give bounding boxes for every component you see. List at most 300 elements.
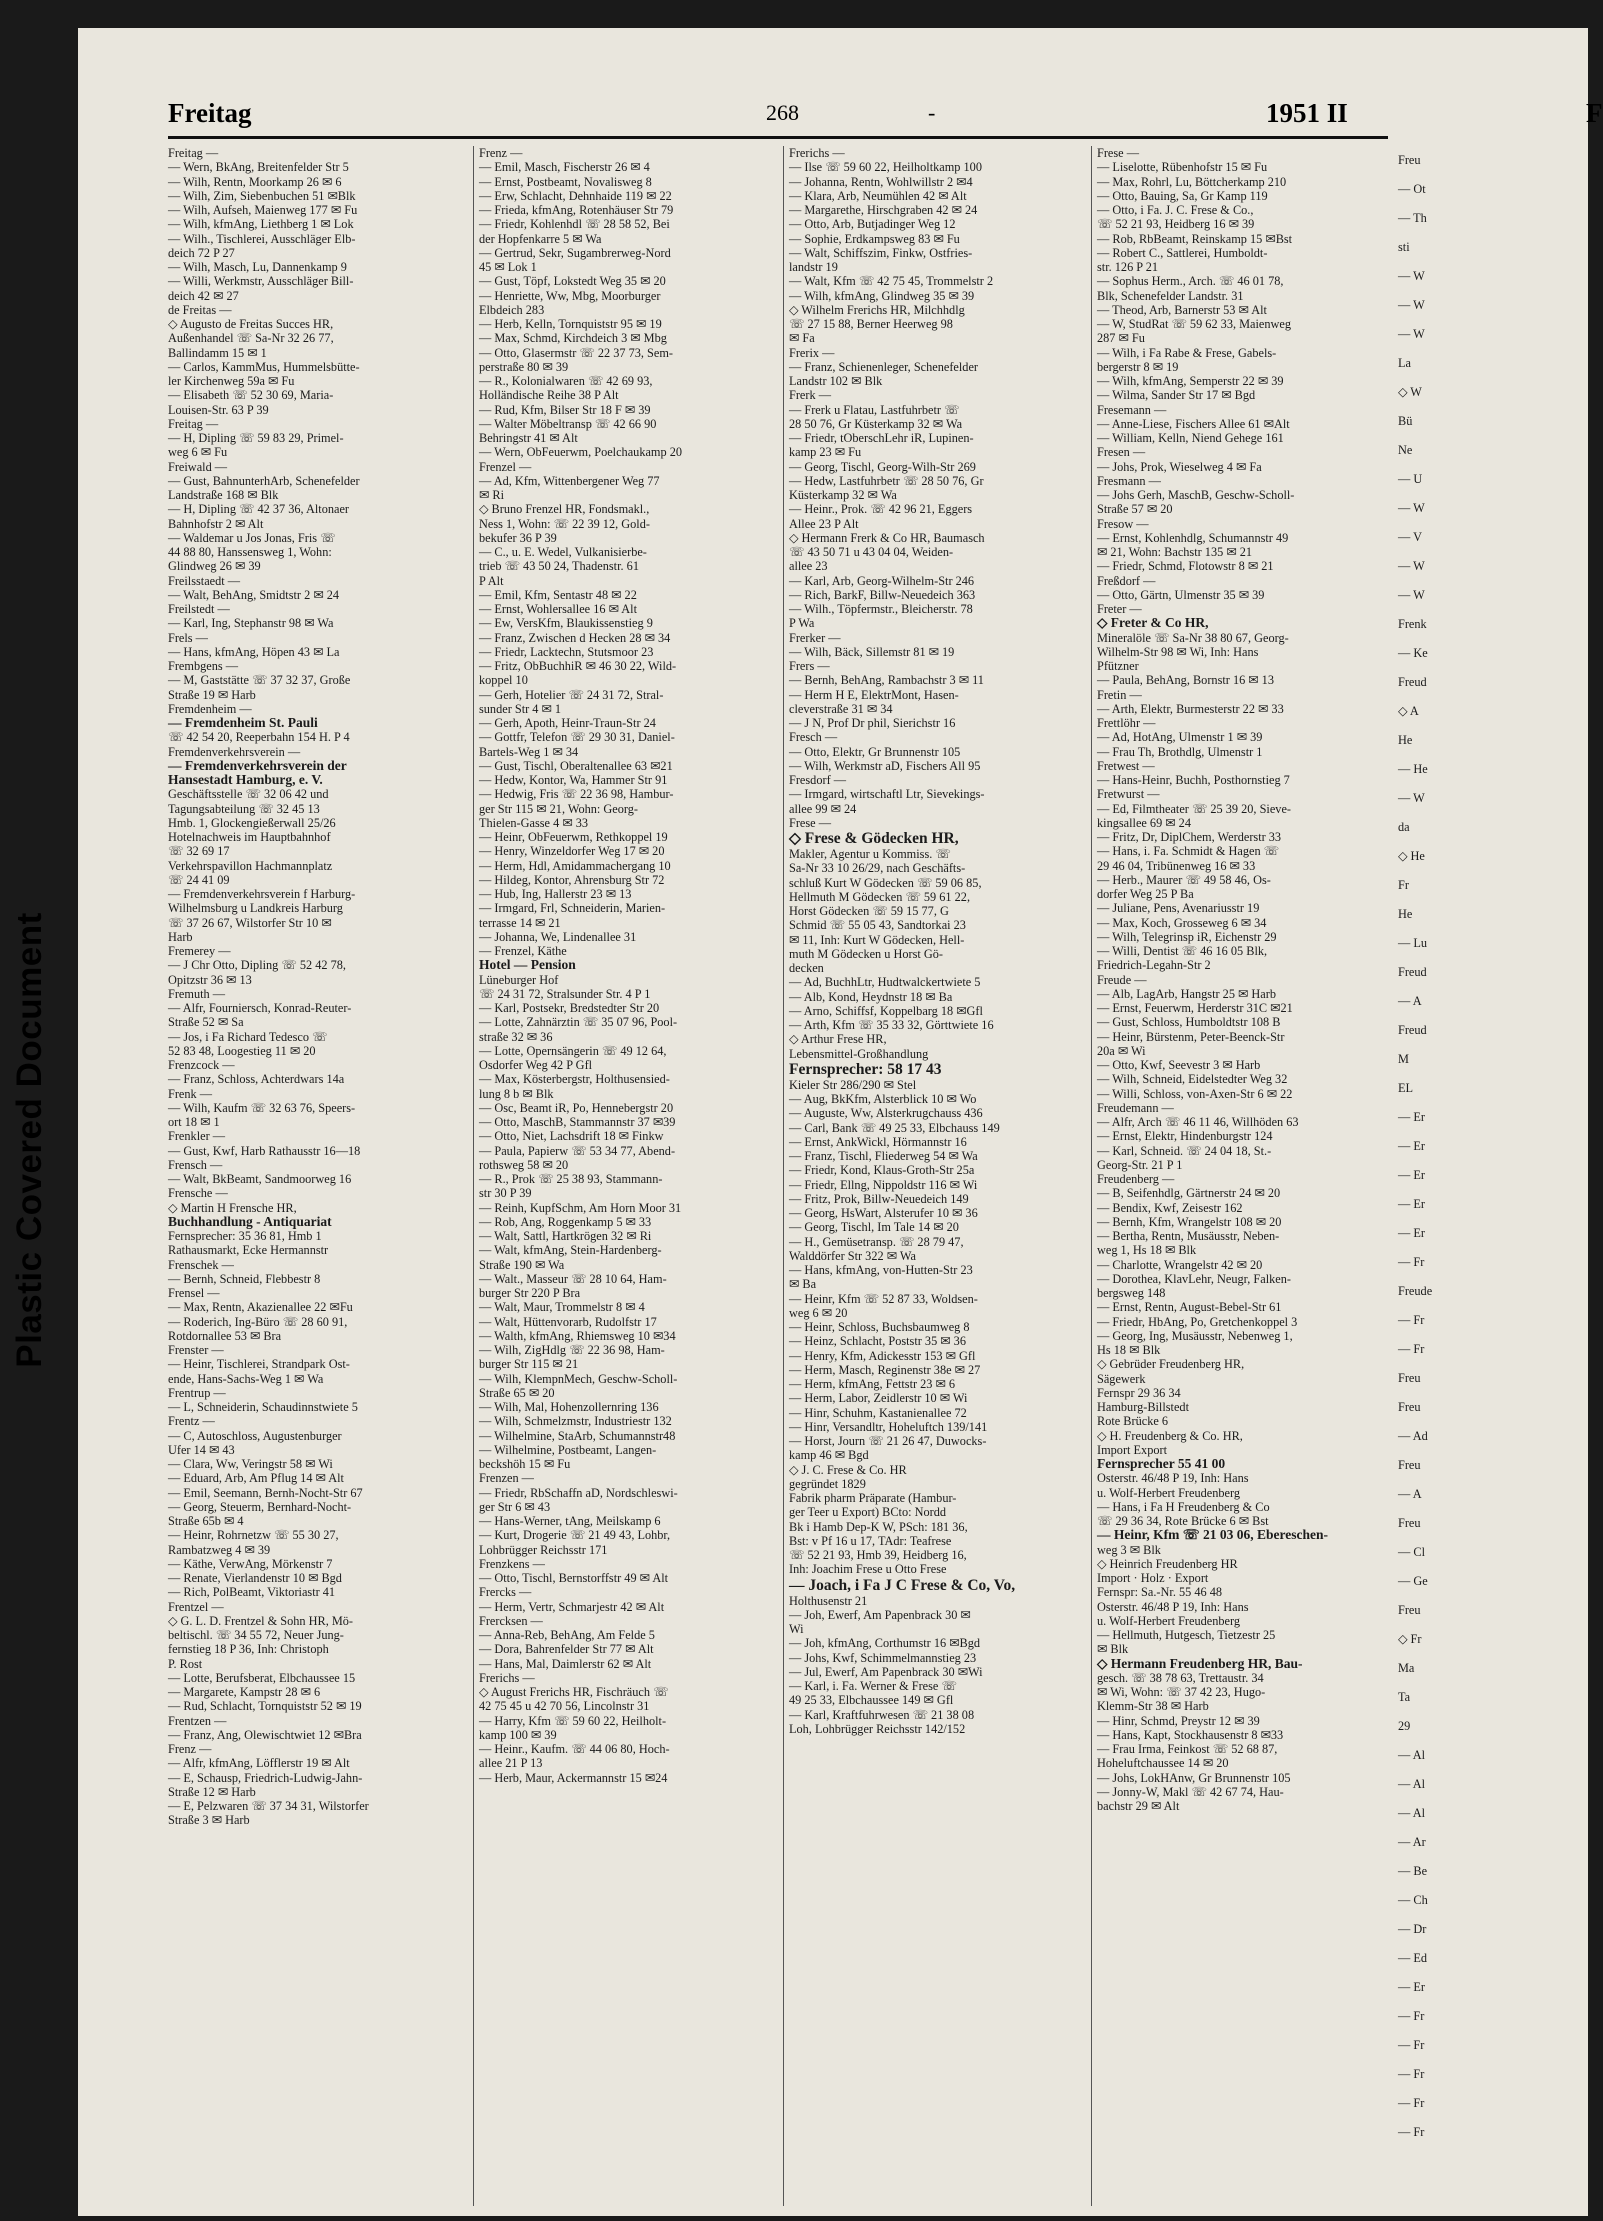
directory-entry: perstraße 80 ✉ 39: [479, 359, 569, 374]
directory-entry: P. Rost: [168, 1656, 203, 1671]
directory-entry: — Friedr, Kohlenhdl ☏ 28 58 52, Bei: [479, 217, 670, 232]
directory-entry: Bk i Hamb Dep-K W, PSch: 181 36,: [789, 1519, 968, 1534]
directory-entry: — Walt, Maur, Trommelstr 8 ✉ 4: [479, 1300, 645, 1315]
sliver-entry: — Ad: [1398, 1429, 1428, 1443]
directory-entry: — Fritz, Dr, DiplChem, Werderstr 33: [1097, 830, 1282, 844]
directory-entry: — Heinr., Prok. ☏ 42 96 21, Eggers: [789, 502, 973, 517]
directory-entry: — Wilh, Kaufm ☏ 32 63 76, Speers-: [168, 1100, 356, 1115]
directory-entry: — Otto, MaschB, Stammannstr 37 ✉39: [479, 1115, 676, 1129]
directory-entry: — Friedr, RbSchaffn aD, Nordschleswi-: [479, 1485, 678, 1500]
directory-entry: Inh: Joachim Frese u Otto Frese: [789, 1562, 947, 1577]
sliver-entry: — Cl: [1398, 1545, 1425, 1559]
directory-entry: Allee 23 P Alt: [789, 516, 859, 531]
sliver-entry: — Fr: [1398, 2125, 1425, 2139]
directory-entry: u. Wolf-Herbert Freudenberg: [1097, 1613, 1240, 1628]
directory-entry: — Gust, Tischl, Oberaltenallee 63 ✉21: [479, 758, 673, 773]
directory-entry: — Willi, Dentist ☏ 46 16 05 Blk,: [1097, 944, 1268, 958]
sliver-entry: — Er: [1398, 1110, 1425, 1124]
directory-entry: ✉ Ba: [789, 1277, 817, 1292]
directory-entry: — Lotte, Berufsberat, Elbchaussee 15: [168, 1670, 356, 1685]
directory-entry: Wilhelmsburg u Landkreis Harburg: [168, 901, 343, 916]
directory-entry: str 30 P 39: [479, 1186, 532, 1201]
directory-entry: — Walt, Hüttenvorarb, Rudolfstr 17: [479, 1314, 657, 1329]
directory-entry: 52 83 48, Loogestieg 11 ✉ 20: [168, 1043, 316, 1058]
header-day: Freitag: [168, 98, 252, 128]
directory-entry: Straße 190 ✉ Wa: [479, 1257, 565, 1272]
directory-entry: 287 ✉ Fu: [1097, 331, 1145, 346]
directory-entry: — Ernst, Feuerwm, Herderstr 31C ✉21: [1097, 1001, 1293, 1015]
directory-entry: ◇ Heinrich Freudenberg HR: [1097, 1556, 1238, 1571]
directory-entry: ◇ Arthur Frese HR,: [789, 1032, 887, 1047]
directory-entry: — Max, Kösterbergstr, Holthusensied-: [479, 1072, 670, 1087]
directory-entry: — Wilh, i Fa Rabe & Frese, Gabels-: [1097, 345, 1277, 360]
directory-entry: — Wilh, KlempnMech, Geschw-Scholl-: [479, 1371, 678, 1386]
directory-entry: Mineralöle ☏ Sa-Nr 38 80 67, Georg-: [1097, 630, 1289, 645]
directory-entry: Frerix —: [789, 345, 835, 360]
column-3: [789, 146, 1085, 1736]
directory-entry: Verkehrspavillon Hachmannplatz: [168, 858, 333, 873]
sliver-entry: — W: [1398, 501, 1425, 515]
column-divider: [783, 146, 784, 2206]
directory-entry: — Lotte, Zahnärztin ☏ 35 07 96, Pool-: [479, 1015, 678, 1030]
sliver-entry: — He: [1398, 762, 1428, 776]
directory-entry: Klemm-Str 38 ✉ Harb: [1097, 1699, 1209, 1714]
directory-entry: Loh, Lohbrügger Reichsstr 142/152: [789, 1721, 966, 1736]
directory-entry: — Fritz, Prok, Billw-Neuedeich 149: [789, 1191, 969, 1206]
directory-entry: ler Kirchenweg 59a ✉ Fu: [168, 374, 295, 388]
directory-entry: Freilstedt —: [168, 602, 230, 616]
sliver-entry: — Fr: [1398, 1313, 1425, 1327]
directory-entry: ✉ Wi, Wohn: ☏ 37 42 23, Hugo-: [1097, 1685, 1266, 1699]
directory-entry: Fernsprecher: 58 17 43: [789, 1060, 942, 1078]
directory-entry: — Otto, Tischl, Bernstorffstr 49 ✉ Alt: [479, 1571, 669, 1585]
directory-entry: Wi: [789, 1622, 804, 1636]
directory-entry: — Alfr, kfmAng, Löfflerstr 19 ✉ Alt: [168, 1756, 350, 1771]
directory-entry: — R., Kolonialwaren ☏ 42 69 93,: [479, 374, 653, 388]
sliver-entry: — W: [1398, 327, 1425, 341]
directory-entry: weg 1, Hs 18 ✉ Blk: [1097, 1243, 1197, 1258]
directory-entry: P Wa: [789, 616, 815, 631]
directory-entry: — Hinr, Schuhm, Kastanienallee 72: [789, 1405, 967, 1420]
directory-entry: — Alfr, Fourniersch, Konrad-Reuter-: [168, 1001, 352, 1015]
directory-entry: — Friedr, Schmd, Flotowstr 8 ✉ 21: [1097, 559, 1274, 574]
sliver-entry: — Ed: [1398, 1951, 1428, 1965]
directory-entry: — Herb, Maur, Ackermannstr 15 ✉24: [479, 1770, 668, 1785]
directory-entry: Glindweg 26 ✉ 39: [168, 559, 261, 574]
directory-entry: — Otto, Kwf, Seevestr 3 ✉ Harb: [1097, 1058, 1261, 1072]
directory-entry: Opitzstr 36 ✉ 13: [168, 972, 252, 987]
directory-entry: Frenz —: [479, 146, 523, 160]
sliver-entry: — Ar: [1398, 1835, 1426, 1849]
directory-entry: — Klara, Arb, Neumühlen 42 ✉ Alt: [789, 188, 967, 203]
directory-entry: — Herm, Labor, Zeidlerstr 10 ✉ Wi: [789, 1391, 968, 1406]
directory-entry: — Arno, Schiffsf, Koppelbarg 18 ✉Gfl: [789, 1003, 983, 1018]
directory-entry: — Rob, RbBeamt, Reinskamp 15 ✉Bst: [1097, 231, 1293, 246]
directory-entry: — Walth, kfmAng, Rhiemsweg 10 ✉34: [479, 1328, 676, 1343]
column-divider: [1091, 146, 1092, 2206]
directory-entry: — Arth, Kfm ☏ 35 33 32, Görttwiete 16: [789, 1018, 994, 1032]
directory-entry: weg 6 ✉ 20: [789, 1305, 848, 1320]
sliver-entry: — Ke: [1398, 646, 1428, 660]
directory-entry: — Alb, Kond, Heydnstr 18 ✉ Ba: [789, 989, 953, 1004]
directory-entry: — Margarete, Kampstr 28 ✉ 6: [168, 1685, 321, 1699]
sliver-entry: EL: [1398, 1081, 1414, 1095]
directory-entry: — Emil, Seemann, Bernh-Nocht-Str 67: [168, 1485, 363, 1500]
directory-entry: Walddörfer Str 322 ✉ Wa: [789, 1248, 916, 1263]
directory-entry: Freßdorf —: [1097, 573, 1156, 588]
directory-entry: allee 99 ✉ 24: [789, 801, 857, 816]
directory-entry: ☏ 29 36 34, Rote Brücke 6 ✉ Bst: [1097, 1514, 1269, 1528]
directory-entry: — Dora, Bahrenfelder Str 77 ✉ Alt: [479, 1642, 654, 1657]
directory-entry: — Ad, HotAng, Ulmenstr 1 ✉ 39: [1097, 730, 1263, 745]
directory-entry: terrasse 14 ✉ 21: [479, 915, 561, 930]
directory-entry: — Wilh, Zim, Siebenbuchen 51 ✉Blk: [168, 188, 356, 203]
directory-entry: — Walt, BehAng, Smidtstr 2 ✉ 24: [168, 587, 339, 602]
directory-entry: deich 72 P 27: [168, 245, 235, 260]
directory-entry: schluß Kurt W Gödecken ☏ 59 06 85,: [789, 875, 982, 890]
directory-entry: ◇ Gebrüder Freudenberg HR,: [1097, 1357, 1245, 1372]
directory-entry: 42 75 45 u 42 70 56, Lincolnstr 31: [479, 1699, 650, 1714]
directory-entry: — Max, Koch, Grosseweg 6 ✉ 34: [1097, 915, 1267, 930]
sliver-entry: Freu: [1398, 1603, 1421, 1617]
directory-entry: Fremdenheim —: [168, 701, 252, 716]
directory-entry: Frels —: [168, 630, 208, 645]
directory-entry: Freitag —: [168, 416, 219, 431]
directory-entry: — Walt, Schiffszim, Finkw, Ostfries-: [789, 245, 973, 260]
directory-entry: — Bernh, Kfm, Wrangelstr 108 ✉ 20: [1097, 1214, 1282, 1229]
directory-entry: Sägewerk: [1097, 1371, 1146, 1386]
directory-entry: ◇ Frese & Gödecken HR,: [789, 830, 959, 847]
directory-entry: — Wilh, ZigHdlg ☏ 22 36 98, Ham-: [479, 1343, 665, 1357]
directory-entry: — Harry, Kfm ☏ 59 60 22, Heilholt-: [479, 1713, 667, 1728]
directory-entry: — Herb., Maurer ☏ 49 58 46, Os-: [1097, 872, 1271, 887]
directory-entry: — Wern, ObFeuerwm, Poelchaukamp 20: [479, 445, 683, 460]
directory-entry: Hellmuth M Gödecken ☏ 59 61 22,: [789, 889, 971, 904]
directory-entry: Freudemann —: [1097, 1100, 1174, 1115]
directory-entry: ☏ 43 50 71 u 43 04 04, Weiden-: [789, 545, 954, 559]
directory-entry: — Carlos, KammMus, Hummelsbütte-: [168, 359, 360, 374]
directory-entry: Frese —: [789, 815, 832, 830]
directory-entry: Frerk —: [789, 388, 832, 403]
directory-entry: — Walt, Kfm ☏ 42 75 45, Trommelstr 2: [789, 274, 994, 289]
sliver-entry: — Fr: [1398, 2038, 1425, 2052]
directory-entry: Rathausmarkt, Ecke Hermannstr: [168, 1243, 329, 1258]
directory-entry: — Otto, Elektr, Gr Brunnenstr 105: [789, 744, 961, 759]
directory-entry: — Franz, Schloss, Achterdwars 14a: [168, 1072, 345, 1087]
directory-entry: — Horst, Journ ☏ 21 26 47, Duwocks-: [789, 1434, 987, 1448]
directory-entry: ☏ 24 41 09: [168, 872, 230, 887]
directory-entry: ◇ G. L. D. Frentzel & Sohn HR, Mö-: [168, 1613, 354, 1628]
directory-entry: koppel 10: [479, 673, 528, 688]
directory-entry: Hotelnachweis im Hauptbahnhof: [168, 830, 331, 844]
directory-entry: Fremerey —: [168, 944, 231, 958]
directory-entry: — Ernst, AnkWickl, Hörmannstr 16: [789, 1134, 967, 1149]
plastic-covered-label: [10, 860, 50, 1420]
directory-entry: Buchhandlung - Antiquariat: [168, 1213, 332, 1229]
directory-entry: — Theod, Arb, Barnerstr 53 ✉ Alt: [1097, 302, 1267, 317]
directory-entry: ger Str 6 ✉ 43: [479, 1499, 551, 1514]
directory-entry: — William, Kelln, Niend Gehege 161: [1097, 431, 1284, 445]
sliver-entry: — Al: [1398, 1748, 1425, 1762]
directory-entry: Fabrik pharm Präparate (Hambur-: [789, 1491, 957, 1505]
directory-entry: — Hans, i. Fa. Schmidt & Hagen ☏: [1097, 844, 1280, 859]
directory-entry: ✉ 21, Wohn: Bachstr 135 ✉ 21: [1097, 545, 1252, 559]
directory-entry: — Max, Schmd, Kirchdeich 3 ✉ Mbg: [479, 331, 667, 346]
directory-entry: — Anna-Reb, BehAng, Am Felde 5: [479, 1628, 655, 1642]
directory-entry: — Joh, Ewerf, Am Papenbrack 30 ✉: [789, 1607, 971, 1622]
directory-entry: 44 88 80, Hanssensweg 1, Wohn:: [168, 545, 332, 559]
directory-entry: rothsweg 58 ✉ 20: [479, 1157, 569, 1172]
directory-entry: ◇ Augusto de Freitas Succes HR,: [168, 317, 334, 331]
directory-entry: — H, Dipling ☏ 59 83 29, Primel-: [168, 431, 344, 445]
directory-entry: Fresow —: [1097, 516, 1149, 531]
directory-entry: — Eduard, Arb, Am Pflug 14 ✉ Alt: [168, 1471, 344, 1486]
directory-entry: Import Export: [1097, 1442, 1168, 1457]
directory-entry: — Karl, Arb, Georg-Wilhelm-Str 246: [789, 573, 975, 588]
directory-entry: — Ilse ☏ 59 60 22, Heilholtkamp 100: [789, 160, 982, 175]
directory-entry: — Franz, Tischl, Fliederweg 54 ✉ Wa: [789, 1149, 978, 1163]
directory-entry: — Roderich, Ing-Büro ☏ 28 60 91,: [168, 1314, 348, 1329]
directory-entry: Fernsprecher 55 41 00: [1097, 1456, 1226, 1471]
directory-entry: — Heinr., Kaufm. ☏ 44 06 80, Hoch-: [479, 1742, 670, 1756]
directory-entry: — Ernst, Postbeamt, Novalisweg 8: [479, 174, 652, 189]
sliver-entry: — Lu: [1398, 936, 1428, 950]
directory-entry: Hansestadt Hamburg, e. V.: [168, 772, 323, 787]
sliver-entry: — Be: [1398, 1864, 1428, 1878]
directory-entry: bekufer 36 P 39: [479, 530, 557, 545]
directory-entry: — Fremdenverkehrsverein der: [168, 757, 347, 773]
directory-entry: — Hans-Heinr, Buchh, Posthornstieg 7: [1097, 773, 1290, 787]
directory-entry: — Wilh, kfmAng, Semperstr 22 ✉ 39: [1097, 374, 1284, 388]
directory-entry: — Wilh, kfmAng, Liethberg 1 ✉ Lok: [168, 217, 354, 232]
directory-entry: Lüneburger Hof: [479, 972, 559, 987]
directory-entry: — Franz, Schienenleger, Schenefelder: [789, 359, 979, 374]
directory-entry: Kieler Str 286/290 ✉ Stel: [789, 1077, 917, 1092]
directory-entry: Straße 52 ✉ Sa: [168, 1015, 244, 1030]
directory-entry: — Heinr, Bürstenm, Peter-Beenck-Str: [1097, 1029, 1285, 1044]
directory-entry: beckshöh 15 ✉ Fu: [479, 1457, 571, 1471]
directory-entry: — Wilh, Mal, Hohenzollernring 136: [479, 1400, 659, 1414]
directory-entry: — Emil, Masch, Fischerstr 26 ✉ 4: [479, 160, 650, 175]
sliver-entry: Freu: [1398, 1400, 1421, 1414]
sliver-entry: Freu: [1398, 1458, 1421, 1472]
directory-entry: Fernspr 29 36 34: [1097, 1385, 1181, 1400]
directory-entry: — Willi, Werkmstr, Ausschläger Bill-: [168, 274, 354, 289]
directory-entry: Frerichs —: [479, 1670, 535, 1685]
directory-entry: decken: [789, 961, 824, 975]
directory-entry: Louisen-Str. 63 P 39: [168, 402, 269, 417]
directory-entry: Harb: [168, 929, 193, 944]
directory-entry: — Otto, i Fa. J. C. Frese & Co.,: [1097, 203, 1254, 217]
directory-entry: — Friedr, tOberschLehr iR, Lupinen-: [789, 431, 974, 445]
directory-entry: ✉ Blk: [1097, 1642, 1129, 1657]
directory-entry: — Gust, Töpf, Lokstedt Weg 35 ✉ 20: [479, 274, 666, 289]
directory-entry: Rotdornallee 53 ✉ Bra: [168, 1328, 282, 1343]
directory-entry: — Hans-Werner, tAng, Meilskamp 6: [479, 1514, 661, 1528]
directory-entry: sunder Str 4 ✉ 1: [479, 701, 562, 716]
sliver-entry: Freu: [1398, 1371, 1421, 1385]
directory-entry: — Ernst, Kohlenhdlg, Schumannstr 49: [1097, 530, 1289, 545]
directory-entry: ◇ Hermann Frerk & Co HR, Baumasch: [789, 530, 985, 545]
directory-entry: — E, Schausp, Friedrich-Ludwig-Jahn-: [168, 1770, 363, 1785]
directory-entry: — Hans, Mal, Daimlerstr 62 ✉ Alt: [479, 1656, 652, 1671]
directory-entry: Straße 65 ✉ 20: [479, 1385, 555, 1400]
directory-entry: — Kurt, Drogerie ☏ 21 49 43, Lohbr,: [479, 1528, 671, 1543]
directory-entry: 28 50 76, Gr Küsterkamp 32 ✉ Wa: [789, 416, 963, 431]
directory-entry: Fernspr: Sa.-Nr. 55 46 48: [1097, 1585, 1223, 1600]
directory-entry: Straße 57 ✉ 20: [1097, 502, 1173, 517]
directory-entry: — Ew, VersKfm, Blaukissenstieg 9: [479, 616, 653, 631]
directory-entry: bachstr 29 ✉ Alt: [1097, 1799, 1180, 1813]
directory-entry: Freter —: [1097, 602, 1142, 616]
directory-entry: — Emil, Kfm, Sentastr 48 ✉ 22: [479, 587, 637, 602]
directory-entry: — Jonny-W, Makl ☏ 42 67 74, Hau-: [1097, 1784, 1284, 1799]
directory-entry: bergsweg 148: [1097, 1286, 1166, 1300]
header-year: 1951 II: [1266, 98, 1348, 128]
sliver-entry: La: [1398, 356, 1411, 370]
directory-entry: — Karl, Schneid. ☏ 24 04 18, St.-: [1097, 1143, 1272, 1158]
directory-entry: — Hildeg, Kontor, Ahrensburg Str 72: [479, 872, 665, 887]
directory-entry: Hoheluftchaussee 14 ✉ 20: [1097, 1756, 1229, 1771]
directory-entry: — Gottfr, Telefon ☏ 29 30 31, Daniel-: [479, 730, 675, 745]
sliver-entry: Frenk: [1398, 617, 1427, 631]
directory-entry: — H, Dipling ☏ 42 37 36, Altonaer: [168, 502, 350, 517]
directory-entry: gegründet 1829: [789, 1476, 866, 1491]
directory-entry: Holländische Reihe 38 P Alt: [479, 388, 619, 403]
directory-entry: — Hellmuth, Hutgesch, Tietzestr 25: [1097, 1628, 1276, 1642]
directory-entry: Hmb. 1, Glockengießerwall 25/26: [168, 815, 336, 830]
directory-entry: — Georg, Tischl, Georg-Wilh-Str 269: [789, 459, 976, 474]
directory-entry: — Bertha, Rentn, Musäusstr, Neben-: [1097, 1229, 1280, 1243]
sliver-entry: — V: [1398, 530, 1423, 544]
directory-entry: — Heinr, Kfm ☏ 21 03 06, Ebereschen-: [1097, 1527, 1328, 1543]
directory-entry: — R., Prok ☏ 25 38 93, Stammann-: [479, 1172, 663, 1186]
directory-entry: 45 ✉ Lok 1: [479, 260, 537, 274]
directory-entry: kamp 100 ✉ 39: [479, 1727, 557, 1742]
directory-entry: Frese —: [1097, 146, 1140, 160]
directory-entry: — Robert C., Sattlerei, Humboldt-: [1097, 245, 1268, 260]
directory-entry: Osterstr. 46/48 P 19, Inh: Hans: [1097, 1471, 1249, 1486]
directory-entry: ✉ Fa: [789, 331, 815, 346]
directory-entry: — J N, Prof Dr phil, Sierichstr 16: [789, 716, 956, 730]
directory-entry: Frenzcock —: [168, 1058, 235, 1072]
directory-entry: — Johs, Kwf, Schimmelmannstieg 23: [789, 1650, 977, 1665]
directory-entry: — Walt, kfmAng, Stein-Hardenberg-: [479, 1243, 662, 1258]
sliver-entry: Freud: [1398, 1023, 1427, 1037]
directory-entry: — W, StudRat ☏ 59 62 33, Maienweg: [1097, 317, 1292, 331]
directory-entry: ☏ 42 54 20, Reeperbahn 154 H. P 4: [168, 730, 350, 745]
directory-entry: — Walt, BkBeamt, Sandmoorweg 16: [168, 1172, 352, 1186]
directory-entry: — Wilh, Schmelzmstr, Industriestr 132: [479, 1414, 672, 1429]
directory-entry: 20a ✉ Wi: [1097, 1043, 1146, 1058]
directory-entry: Landstr 102 ✉ Blk: [789, 374, 883, 388]
directory-entry: — Alb, LagArb, Hangstr 25 ✉ Harb: [1097, 986, 1277, 1001]
sliver-entry: Freu: [1398, 1516, 1421, 1530]
directory-entry: — Walt, Sattl, Hartkrögen 32 ✉ Ri: [479, 1229, 652, 1243]
directory-entry: — Lotte, Opernsängerin ☏ 49 12 64,: [479, 1043, 667, 1058]
directory-entry: Sa-Nr 33 10 26/29, nach Geschäfts-: [789, 861, 966, 876]
directory-entry: Frensche —: [168, 1186, 228, 1201]
directory-entry: — Hedw, Kontor, Wa, Hammer Str 91: [479, 773, 668, 787]
directory-entry: Import · Holz · Export: [1097, 1571, 1209, 1585]
directory-entry: ◇ Bruno Frenzel HR, Fondsmakl.,: [479, 502, 650, 517]
directory-entry: ☏ 52 21 93, Heidberg 16 ✉ 39: [1097, 217, 1255, 232]
sliver-entry: — Er: [1398, 1168, 1425, 1182]
directory-entry: Tagungsabteilung ☏ 32 45 13: [168, 801, 320, 816]
directory-entry: — Frieda, kfmAng, Rotenhäuser Str 79: [479, 203, 674, 217]
directory-entry: — Franz, Ang, Olewischtwiet 12 ✉Bra: [168, 1727, 362, 1742]
directory-entry: ende, Hans-Sachs-Weg 1 ✉ Wa: [168, 1371, 324, 1386]
directory-entry: — Otto, Gärtn, Ulmenstr 35 ✉ 39: [1097, 587, 1265, 602]
column-4: [1097, 146, 1393, 1813]
directory-entry: — Wilh, Masch, Lu, Dannenkamp 9: [168, 260, 347, 274]
directory-entry: — Hinr, Versandltr, Hoheluftch 139/141: [789, 1419, 988, 1434]
directory-entry: — Liselotte, Rübenhofstr 15 ✉ Fu: [1097, 160, 1268, 175]
directory-entry: Straße 3 ✉ Harb: [168, 1813, 250, 1828]
directory-entry: — Johs Gerh, MaschB, Geschw-Scholl-: [1097, 488, 1295, 502]
directory-entry: — Gust, Kwf, Harb Rathausstr 16—18: [168, 1143, 361, 1158]
directory-entry: Osterstr. 46/48 P 19, Inh: Hans: [1097, 1599, 1249, 1614]
directory-entry: — Paula, BehAng, Bornstr 16 ✉ 13: [1097, 673, 1274, 688]
directory-entry: — Wilh., Tischlerei, Ausschläger Elb-: [168, 231, 356, 246]
directory-entry: Fresemann —: [1097, 402, 1167, 417]
sliver-entry: He: [1398, 733, 1413, 747]
directory-entry: ◇ J. C. Frese & Co. HR: [789, 1462, 907, 1477]
directory-entry: Frembgens —: [168, 659, 239, 673]
directory-entry: — Auguste, Ww, Alsterkrugchauss 436: [789, 1106, 983, 1121]
sliver-entry: — W: [1398, 791, 1425, 805]
directory-entry: — Otto, Glasermstr ☏ 22 37 73, Sem-: [479, 345, 674, 360]
directory-entry: ◇ August Frerichs HR, Fischräuch ☏: [479, 1685, 669, 1699]
directory-entry: — Fremdenverkehrsverein f Harburg-: [168, 887, 356, 901]
directory-entry: — Hinr, Schmd, Preystr 12 ✉ 39: [1097, 1713, 1260, 1728]
directory-entry: Frentz —: [168, 1414, 215, 1429]
directory-entry: Fremuth —: [168, 986, 226, 1001]
directory-entry: Bartels-Weg 1 ✉ 34: [479, 744, 579, 759]
sliver-letter: F: [1586, 98, 1603, 128]
directory-entry: Frercks —: [479, 1585, 532, 1600]
directory-entry: — Frenzel, Käthe: [479, 944, 567, 958]
directory-entry: — Johanna, We, Lindenallee 31: [479, 929, 637, 944]
directory-entry: ◇ Wilhelm Frerichs HR, Milchhdlg: [789, 302, 965, 317]
directory-entry: ☏ 32 69 17: [168, 844, 230, 859]
directory-entry: bergerstr 8 ✉ 19: [1097, 359, 1179, 374]
directory-entry: — Hans, kfmAng, von-Hutten-Str 23: [789, 1263, 973, 1277]
directory-entry: — Gust, BahnunterhArb, Schenefelder: [168, 473, 360, 488]
directory-entry: — Dorothea, KlavLehr, Neugr, Falken-: [1097, 1271, 1291, 1286]
directory-entry: — Heinr, ObFeuerwm, Rethkoppel 19: [479, 830, 668, 844]
sliver-entry: da: [1398, 820, 1410, 834]
directory-entry: — Karl, Kraftfuhrwesen ☏ 21 38 08: [789, 1707, 975, 1722]
directory-entry: — Paula, Papierw ☏ 53 34 77, Abend-: [479, 1143, 676, 1158]
directory-entry: — Ad, BuchhLtr, Hudtwalckertwiete 5: [789, 975, 981, 990]
directory-entry: — Karl, i. Fa. Werner & Frese ☏: [789, 1679, 957, 1693]
directory-entry: — Ernst, Wohlersallee 16 ✉ Alt: [479, 602, 637, 616]
sliver-entry: — Ot: [1398, 182, 1426, 196]
directory-entry: Blk, Schenefelder Landstr. 31: [1097, 288, 1244, 303]
directory-entry: — Georg, HsWart, Alsterufer 10 ✉ 36: [789, 1206, 978, 1220]
directory-entry: ✉ Ri: [479, 488, 504, 502]
directory-entry: — Rob, Ang, Roggenkamp 5 ✉ 33: [479, 1214, 652, 1229]
directory-entry: Fretwurst —: [1097, 787, 1160, 802]
directory-entry: Fernsprecher: 35 36 81, Hmb 1: [168, 1229, 322, 1243]
directory-entry: Frerichs —: [789, 146, 845, 160]
sliver-entry: Fr: [1398, 878, 1409, 892]
directory-entry: Pfützner: [1097, 659, 1139, 673]
directory-entry: — Friedr, HbAng, Po, Gretchenkoppel 3: [1097, 1314, 1298, 1329]
directory-entry: — Margarethe, Hirschgraben 42 ✉ 24: [789, 203, 978, 217]
directory-entry: — Herm, kfmAng, Fettstr 23 ✉ 6: [789, 1377, 956, 1391]
